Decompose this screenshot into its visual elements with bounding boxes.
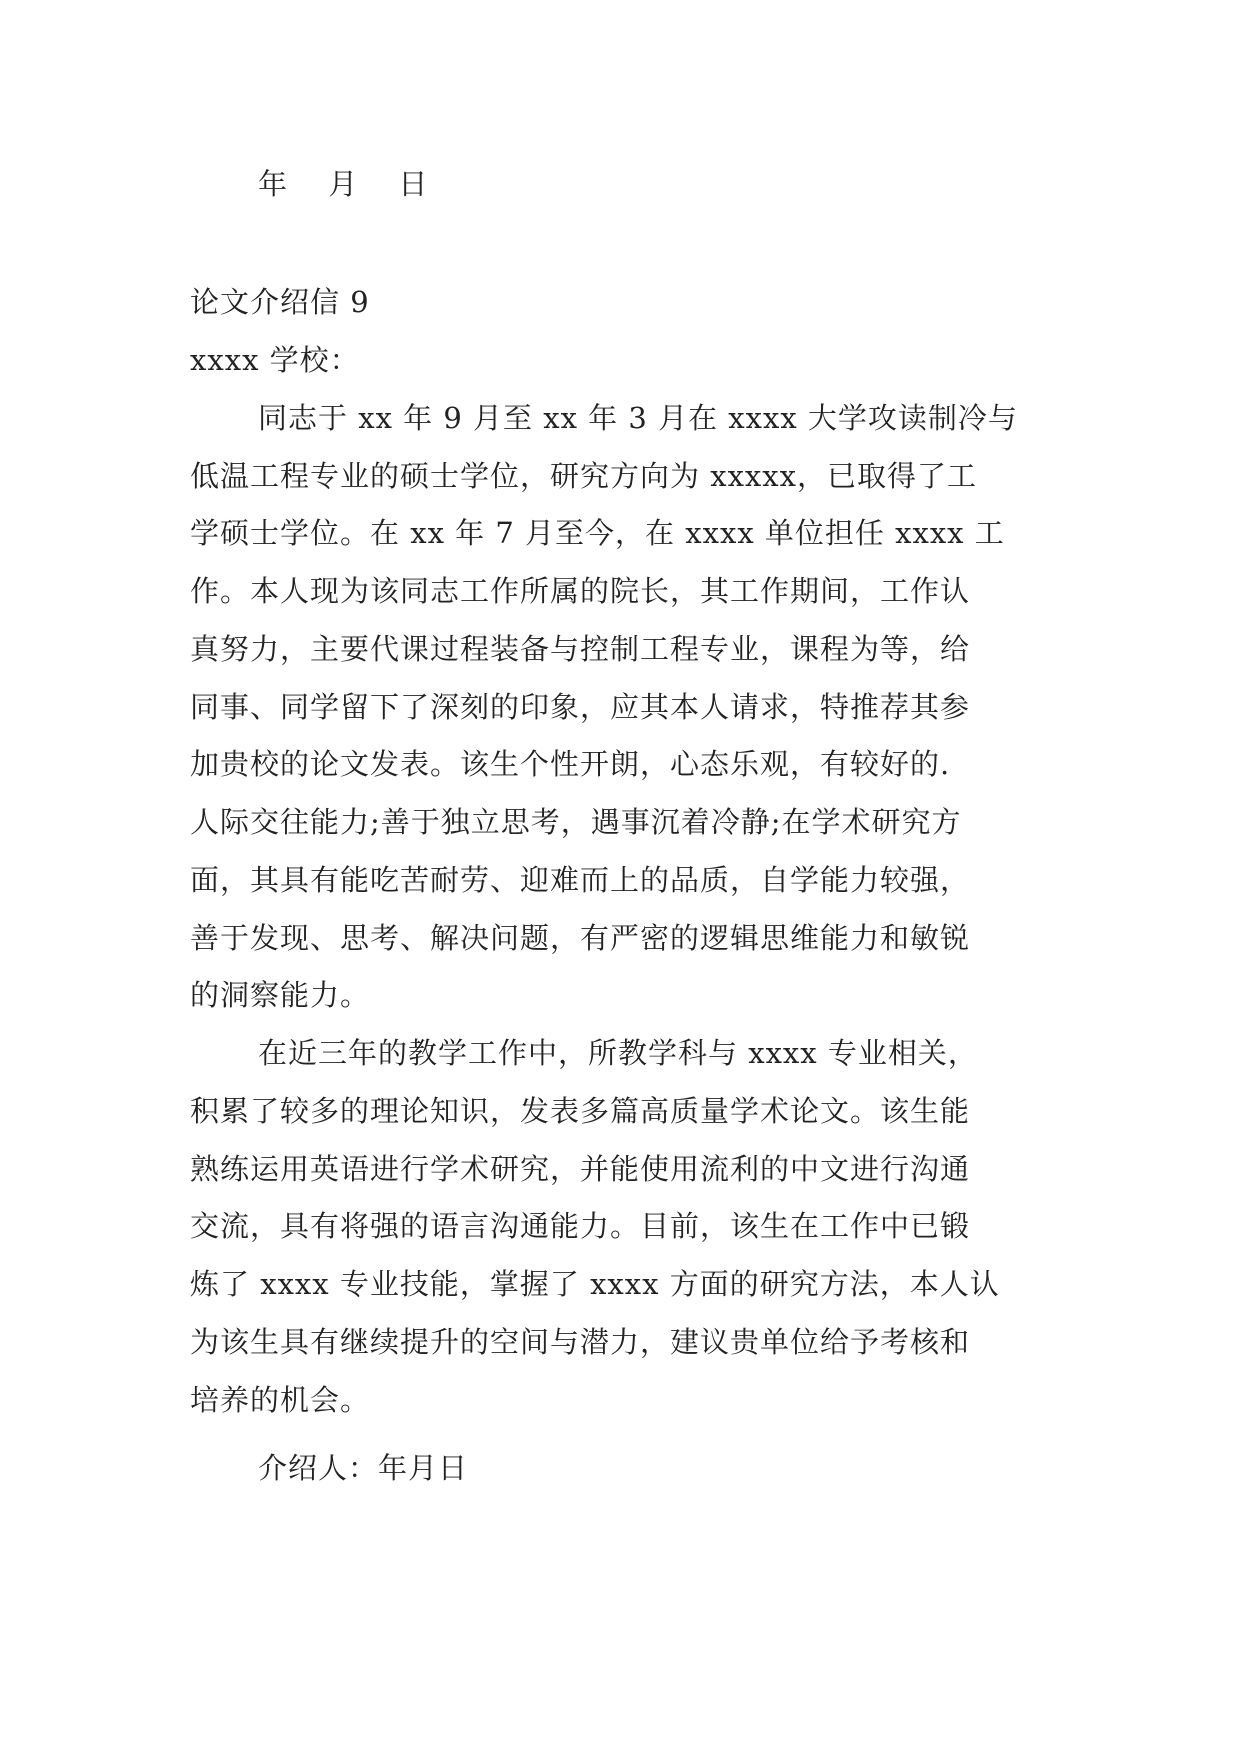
paragraph-line: 积累了较多的理论知识，发表多篇高质量学术论文。该生能 <box>190 1094 971 1128</box>
paragraph-line: 同事、同学留下了深刻的印象，应其本人请求，特推荐其参 <box>190 690 971 724</box>
letter-title: 论文介绍信 9 <box>190 285 370 319</box>
paragraph-line: 交流，具有将强的语言沟通能力。目前，该生在工作中已锻 <box>190 1209 971 1243</box>
paragraph-line: 加贵校的论文发表。该生个性开朗，心态乐观，有较好的. <box>190 747 951 781</box>
paragraph-line: 作。本人现为该同志工作所属的院长，其工作期间，工作认 <box>190 574 971 608</box>
paragraph-line: 为该生具有继续提升的空间与潜力，建议贵单位给予考核和 <box>190 1325 971 1359</box>
signature-line: 介绍人：年月日 <box>258 1451 469 1485</box>
paragraph-line: 培养的机会。 <box>190 1383 371 1417</box>
paragraph-line: 面，其具有能吃苦耐劳、迎难而上的品质，自学能力较强， <box>190 863 971 897</box>
paragraph-line: 低温工程专业的硕士学位，研究方向为 xxxxx，已取得了工 <box>190 459 977 493</box>
paragraph-line: 同志于 xx 年 9 月至 xx 年 3 月在 xxxx 大学攻读制冷与 <box>258 401 1018 435</box>
paragraph-line: 学硕士学位。在 xx 年 7 月至今，在 xxxx 单位担任 xxxx 工 <box>190 516 1005 550</box>
paragraph-line: 熟练运用英语进行学术研究，并能使用流利的中文进行沟通 <box>190 1152 971 1186</box>
salutation: xxxx 学校： <box>190 343 360 377</box>
paragraph-line: 炼了 xxxx 专业技能，掌握了 xxxx 方面的研究方法，本人认 <box>190 1267 1000 1301</box>
date-line: 年 月 日 <box>258 167 444 201</box>
paragraph-line: 善于发现、思考、解决问题，有严密的逻辑思维能力和敏锐 <box>190 921 971 955</box>
paragraph-line: 在近三年的教学工作中，所教学科与 xxxx 专业相关， <box>258 1036 978 1070</box>
paragraph-line: 的洞察能力。 <box>190 978 371 1012</box>
paragraph-line: 人际交往能力;善于独立思考，遇事沉着冷静;在学术研究方 <box>190 805 962 839</box>
paragraph-line: 真努力，主要代课过程装备与控制工程专业，课程为等，给 <box>190 632 971 666</box>
